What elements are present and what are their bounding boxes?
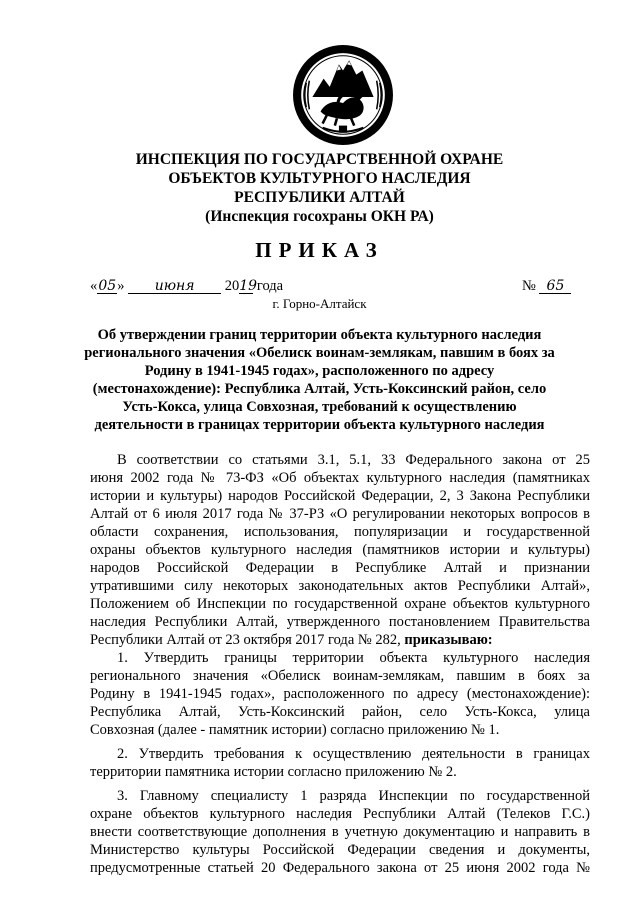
subject-line: Родину в 1941-1945 годах», расположенного по адресу: [144, 363, 495, 379]
body-line: Алтай от 6 июля 2017 года № 37-РЗ «О регулировании некоторых вопросов в: [90, 506, 590, 522]
item-2-line: территории памятника истории согласно приложению № 2.: [90, 764, 457, 780]
order-date: [90, 277, 283, 295]
number-value: 65: [539, 279, 571, 294]
item-3-line: внести соответствующие дополнения в учетную документацию и направить в: [90, 824, 590, 840]
date-quote-open: «: [90, 278, 98, 294]
body-line: наследия Республики Алтай, утвержденного постановлением Правительства: [90, 614, 590, 630]
item-3-line: 3. Главному специалисту 1 разряда Инспекции по государственной: [117, 788, 590, 804]
org-name-line-2: ОБЪЕКТОВ КУЛЬТУРНОГО НАСЛЕДИЯ: [168, 170, 471, 187]
body-line: охраны объектов культурного наследия (памятников истории и культуры): [90, 542, 590, 558]
date-year-suffix: 19: [239, 278, 258, 294]
item-1-line: Совхозная (далее - памятник истории) согласно приложению № 1.: [90, 722, 500, 738]
subject-line: деятельности в границах территории объекта культурного наследия: [94, 417, 545, 433]
order-subject: [0, 326, 639, 434]
date-quote-close: »: [117, 278, 125, 294]
org-name-line-1: ИНСПЕКЦИЯ ПО ГОСУДАРСТВЕННОЙ ОХРАНЕ: [135, 151, 504, 168]
body-line: истории и культуры) народов Российской Федерации, 2, 3 Закона Республики: [90, 488, 590, 504]
body-line: народов Российской Федерации в Республике Алтай и признании: [90, 560, 590, 576]
subject-line: Усть-Кокса, улица Совхозная, требований к осуществлению: [122, 399, 517, 415]
subject-line: регионального значения «Обелиск воинам-землякам, павшим в боях за: [84, 345, 555, 361]
body-line: Положением об Инспекции по государственной охране объектов культурного: [90, 596, 590, 612]
body-line-text: Республики Алтай от 23 октября 2017 года № 282,: [90, 632, 405, 648]
item-3-line: предусмотренные статьей 20 Федерального закона от 25 июня 2002 года №: [90, 860, 590, 876]
document-title: ПРИКАЗ: [255, 238, 384, 262]
item-1-line: Республика Алтай, Усть-Коксинский район, село Усть-Кокса, улица: [90, 704, 590, 720]
order-city: г. Горно-Алтайск: [272, 296, 367, 311]
item-2-line: 2. Утвердить требования к осуществлению деятельности в границах: [117, 746, 590, 762]
body-line: июня 2002 года № 73-ФЗ «Об объектах культурного наследия (памятниках: [90, 470, 590, 486]
body-line-final: [90, 631, 590, 649]
item-1-line: 1. Утвердить границы территории объекта культурного наследия: [117, 650, 590, 666]
date-year-prefix: 20: [224, 278, 240, 294]
item-3-line: охране объектов культурного наследия Республики Алтай (Телеков Г.С.): [90, 806, 590, 822]
org-short-name: (Инспекция госохраны ОКН РА): [205, 208, 434, 225]
item-1-line: Родину в 1941-1945 годах», расположенного по адресу (местонахождение):: [90, 686, 590, 702]
org-name-line-3: РЕСПУБЛИКИ АЛТАЙ: [234, 189, 405, 206]
date-month: июня: [128, 279, 221, 294]
body-line: В соответствии со статьями 3.1, 5.1, 33 Федерального закона от 25: [117, 452, 590, 468]
date-day: 05: [98, 278, 117, 294]
item-1-line: регионального значения «Обелиск воинам-землякам, павшим в боях за: [90, 668, 590, 684]
date-year-word: года: [256, 278, 284, 294]
order-number: [522, 277, 571, 295]
subject-line: (местонахождение): Республика Алтай, Усть-Коксинский район, село: [92, 381, 547, 397]
altai-republic-coat-of-arms-icon: [292, 44, 394, 146]
number-sign: №: [522, 278, 536, 294]
item-3-line: Министерство культуры Российской Федерации сведения и документы,: [90, 842, 590, 858]
body-line: утратившими силу некоторых законодательных актов Республики Алтай»,: [90, 578, 590, 594]
subject-line: Об утверждении границ территории объекта культурного наследия: [97, 327, 542, 343]
body-line: области сохранения, использования, популяризации и государственной: [90, 524, 590, 540]
order-keyword: приказываю:: [404, 632, 493, 648]
